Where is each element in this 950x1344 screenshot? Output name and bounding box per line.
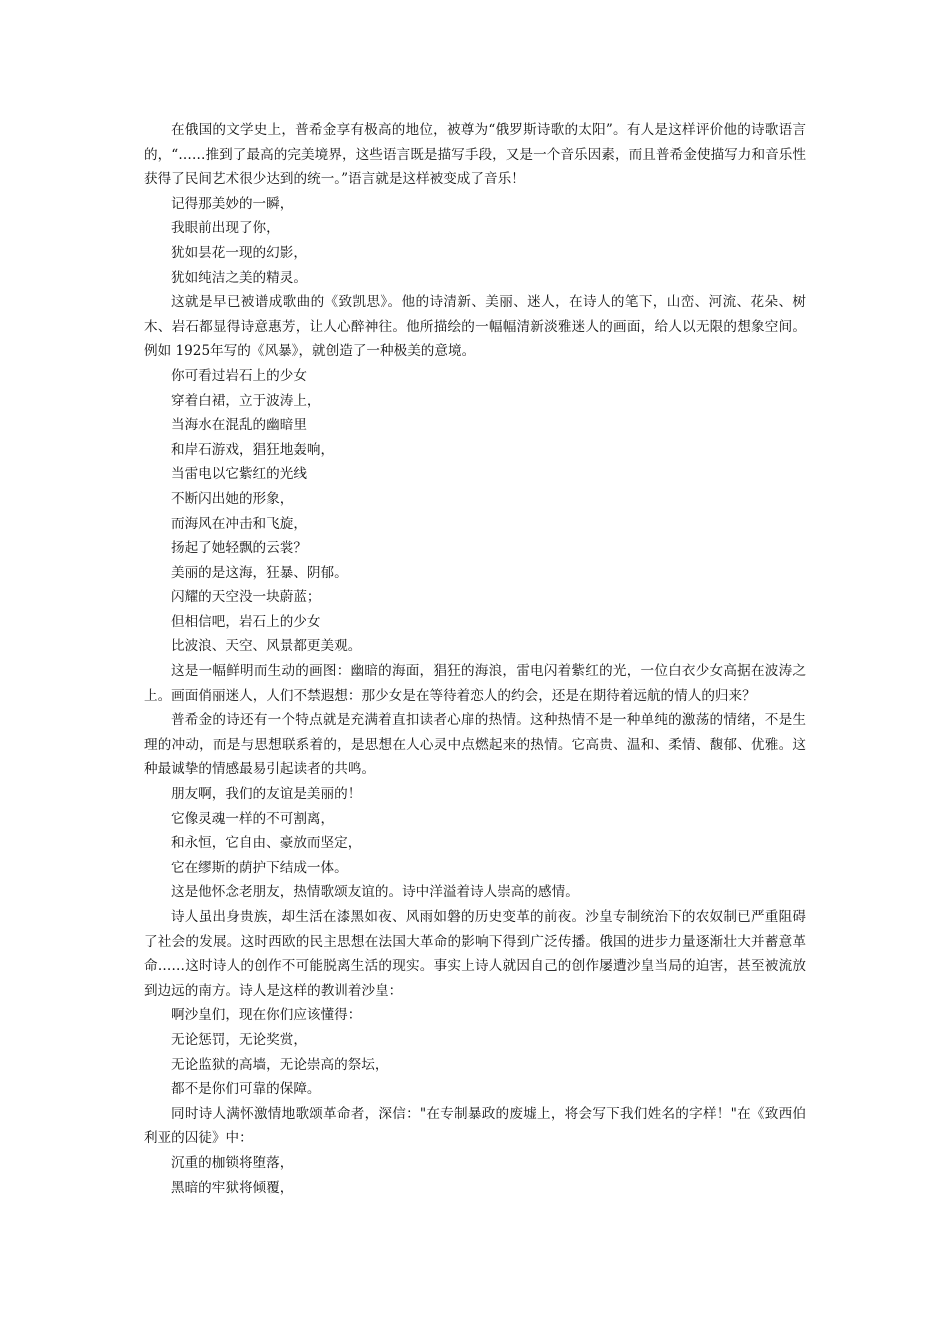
poem-line: 记得那美妙的一瞬， <box>171 195 294 212</box>
poem-line: 它像灵魂一样的不可割离， <box>171 810 335 827</box>
poem-line: 朋友啊，我们的友谊是美丽的！ <box>171 786 362 803</box>
poem-line: 而海风在冲击和飞旋， <box>171 515 307 532</box>
poem-line: 闪耀的天空没一块蔚蓝； <box>171 589 321 606</box>
poem-line: 沉重的枷锁将堕落， <box>171 1154 294 1171</box>
poem-line: 穿着白裙，立于波涛上， <box>171 392 321 409</box>
poem-line: 比波浪、天空、风景都更美观。 <box>171 638 362 655</box>
poem-line: 它在缪斯的荫护下结成一体。 <box>171 859 348 876</box>
prose-paragraph: 这是他怀念老朋友，热情歌颂友谊的。诗中洋溢着诗人崇高的感情。 <box>171 884 579 901</box>
poem-line: 你可看过岩石上的少女 <box>171 367 307 384</box>
prose-paragraph: 普希金的诗还有一个特点就是充满着直扣读者心扉的热情。这种热情不是一种单纯的激荡的情绪，不是生理的冲动，而是与思想联系着的，是思想在人心灵中点燃起来的热情。它高贵、温和、柔情、馥郁、优雅。这种最诚挚的情感最易引起读者的共鸣。 <box>144 712 806 778</box>
prose-paragraph: 诗人虽出身贵族，却生活在漆黑如夜、风雨如磐的历史变革的前夜。沙皇专制统治下的农奴制已严重阻碍了社会的发展。这时西欧的民主思想在法国大革命的影响下得到广泛传播。俄国的进步力量逐渐壮大并蓄意革命……这时诗人的创作不可能脱离生活的现实。事实上诗人就因自己的创作屡遭沙皇当局的迫害，甚至被流放到边远的南方。诗人是这样的教训着沙皇： <box>144 909 806 999</box>
poem-line: 黑暗的牢狱将倾覆， <box>171 1179 294 1196</box>
poem-line: 犹如纯洁之美的精灵。 <box>171 269 307 286</box>
poem-line: 美丽的是这海，狂暴、阴郁。 <box>171 564 348 581</box>
poem-line: 都不是你们可靠的保障。 <box>171 1081 321 1098</box>
prose-paragraph: 这就是早已被谱成歌曲的《致凯思》。他的诗清新、美丽、迷人，在诗人的笔下，山峦、河流、花朵、树木、岩石都显得诗意惠芳，让人心醉神往。他所描绘的一幅幅清新淡雅迷人的画面，给人以无限的想象空间。例如 1925年写的《风暴》，就创造了一种极美的意境。 <box>144 294 806 360</box>
poem-line: 当雷电以它紫红的光线 <box>171 466 307 483</box>
poem-line: 我眼前出现了你， <box>171 220 280 237</box>
poem-line: 和永恒，它自由、豪放而坚定， <box>171 835 362 852</box>
poem-line: 无论惩罚，无论奖赏， <box>171 1031 307 1048</box>
poem-line: 和岸石游戏，猖狂地轰响， <box>171 441 335 458</box>
poem-line: 当海水在混乱的幽暗里 <box>171 417 307 434</box>
poem-line: 啊沙皇们，现在你们应该懂得： <box>171 1007 362 1024</box>
prose-paragraph: 同时诗人满怀激情地歌颂革命者，深信："在专制暴政的废墟上，将会写下我们姓名的字样！"在《致西伯利亚的囚徒》中： <box>144 1105 806 1147</box>
poem-line: 不断闪出她的形象， <box>171 490 294 507</box>
poem-line: 扬起了她轻飘的云裳？ <box>171 540 307 557</box>
poem-line: 但相信吧，岩石上的少女 <box>171 613 321 630</box>
poem-line: 犹如昙花一现的幻影， <box>171 244 307 261</box>
document-body <box>144 118 806 1200</box>
prose-paragraph: 在俄国的文学史上，普希金享有极高的地位，被尊为“俄罗斯诗歌的太阳”。有人是这样评价他的诗歌语言的，“……推到了最高的完美境界，这些语言既是描写手段，又是一个音乐因素，而且普希金使描写力和音乐性获得了民间艺术很少达到的统一。”语言就是这样被变成了音乐！ <box>144 122 806 188</box>
prose-paragraph: 这是一幅鲜明而生动的画图：幽暗的海面，猖狂的海浪，雷电闪着紫红的光，一位白衣少女高据在波涛之上。画面俏丽迷人，人们不禁遐想：那少女是在等待着恋人的约会，还是在期待着远航的情人的归来？ <box>144 663 806 704</box>
poem-line: 无论监狱的高墙，无论崇高的祭坛， <box>171 1056 389 1073</box>
